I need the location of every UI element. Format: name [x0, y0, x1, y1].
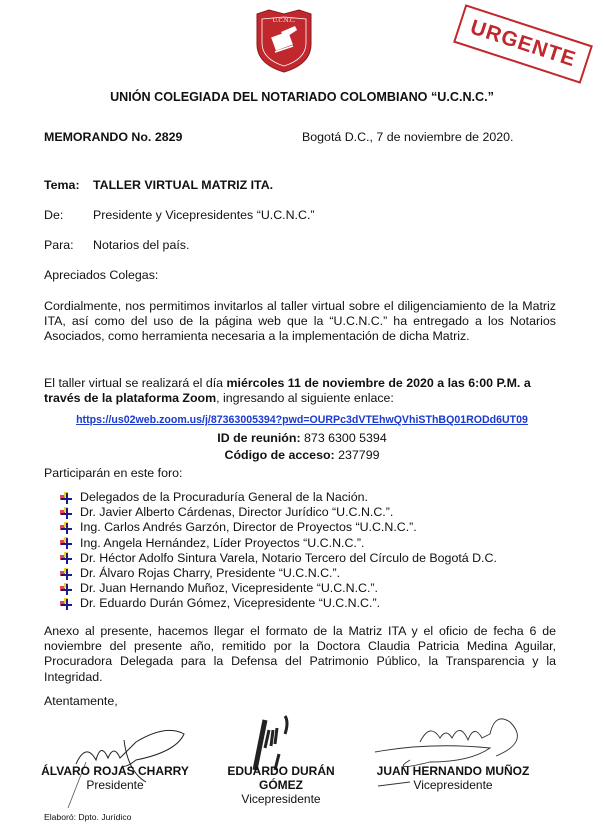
zoom-link[interactable]: https://us02web.zoom.us/j/87363005394?pwd=OURPc3dVTEhwQVhiSThBQ01RODd6UT09 [76, 414, 528, 426]
access-code [0, 448, 604, 462]
tema-label: Tema: [44, 178, 80, 192]
list-item [60, 566, 497, 581]
organization-title: UNIÓN COLEGIADA DEL NOTARIADO COLOMBIANO “U.C.N.C.” [110, 90, 494, 104]
signature-block-juan [374, 764, 532, 792]
list-item [60, 551, 497, 566]
meeting-id [0, 431, 604, 445]
ucnc-logo [253, 8, 315, 74]
participants-list [60, 490, 497, 612]
participant-text: Dr. Álvaro Rojas Charry, Presidente “U.C.N.C.”. [80, 566, 341, 581]
list-item [60, 536, 497, 551]
greeting: Apreciados Colegas: [44, 268, 159, 282]
closing: Atentamente, [44, 694, 118, 708]
schedule-date-bold: miércoles 11 de noviembre de 2020 a las 6:00 P.M. a través de la plataforma Zoom [44, 376, 531, 406]
meeting-id-label: ID de reunión: [217, 431, 301, 445]
list-item [60, 581, 497, 596]
participant-text: Dr. Eduardo Durán Gómez, Vicepresidente “U.C.N.C.”. [80, 596, 381, 611]
de-value: Presidente y Vicepresidentes “U.C.N.C.” [93, 208, 315, 222]
schedule-text-1: El taller virtual se realizará el día [44, 376, 227, 390]
memo-number: MEMORANDO No. 2829 [44, 130, 183, 144]
bullet-icon [60, 583, 73, 595]
list-item [60, 505, 497, 520]
urgent-stamp-text: URGENTE [467, 15, 579, 72]
signer-role: Vicepresidente [413, 778, 493, 792]
paragraph-invitation: Cordialmente, nos permitimos invitarlos al taller virtual sobre el diligenciamiento de la Matriz ITA, así como del uso de la página web que la “U.C.N.C.” ha entregado a los Notarios Asociados, como herramienta necesaria a la implementación de dicha Matriz. [44, 299, 556, 344]
signer-name: JUAN HERNANDO MUÑOZ [376, 764, 530, 778]
bullet-icon [60, 507, 73, 519]
access-code-label: Código de acceso: [224, 448, 335, 462]
participant-text: Dr. Héctor Adolfo Sintura Varela, Notario Tercero del Círculo de Bogotá D.C. [80, 550, 497, 565]
bullet-icon [60, 492, 73, 504]
memo-date: Bogotá D.C., 7 de noviembre de 2020. [302, 130, 514, 144]
paragraph-schedule [44, 376, 556, 406]
participants-intro: Participarán en este foro: [44, 466, 183, 480]
bullet-icon [60, 522, 73, 534]
meeting-id-value: 873 6300 5394 [304, 431, 387, 445]
participant-text: Delegados de la Procuraduría General de la Nación. [80, 490, 368, 504]
participant-text: Ing. Angela Hernández, Líder Proyectos “U.C.N.C.”. [80, 535, 365, 550]
list-item [60, 596, 497, 611]
access-code-value: 237799 [338, 448, 380, 462]
signer-role: Vicepresidente [241, 792, 321, 806]
bullet-icon [60, 537, 73, 549]
signature-block-alvaro [40, 764, 190, 792]
de-label: De: [44, 208, 64, 222]
signer-role: Presidente [86, 778, 144, 792]
prepared-by: Elaboró: Dpto. Jurídico [44, 812, 132, 822]
participant-text: Dr. Juan Hernando Muñoz, Vicepresidente “U.C.N.C.”. [80, 581, 378, 596]
bullet-icon [60, 568, 73, 580]
participant-text: Ing. Carlos Andrés Garzón, Director de Proyectos “U.C.N.C.”. [80, 520, 417, 535]
signature-block-eduardo [206, 764, 356, 806]
para-value: Notarios del país. [93, 238, 190, 252]
paragraph-annex: Anexo al presente, hacemos llegar el formato de la Matriz ITA y el oficio de fecha 6 de noviembre del presente año, remitido por la Doctora Claudia Patricia Medina Aguilar, Procuradora Delegada para la Defensa del Patrimonio Público, la Transparencia y la Integridad. [44, 624, 556, 684]
tema-value: TALLER VIRTUAL MATRIZ ITA. [93, 178, 274, 192]
bullet-icon [60, 552, 73, 564]
para-label: Para: [44, 238, 74, 252]
logo-text: U.C.N.C. [272, 18, 296, 24]
list-item [60, 490, 497, 505]
signer-name: ÁLVARO ROJAS CHARRY [41, 764, 189, 778]
schedule-text-2: , ingresando al siguiente enlace: [216, 391, 394, 406]
signer-name: EDUARDO DURÁN GÓMEZ [227, 764, 335, 792]
participant-text: Dr. Javier Alberto Cárdenas, Director Jurídico “U.C.N.C.”. [80, 505, 394, 520]
list-item [60, 520, 497, 535]
urgent-stamp [448, 10, 596, 74]
bullet-icon [60, 598, 73, 610]
